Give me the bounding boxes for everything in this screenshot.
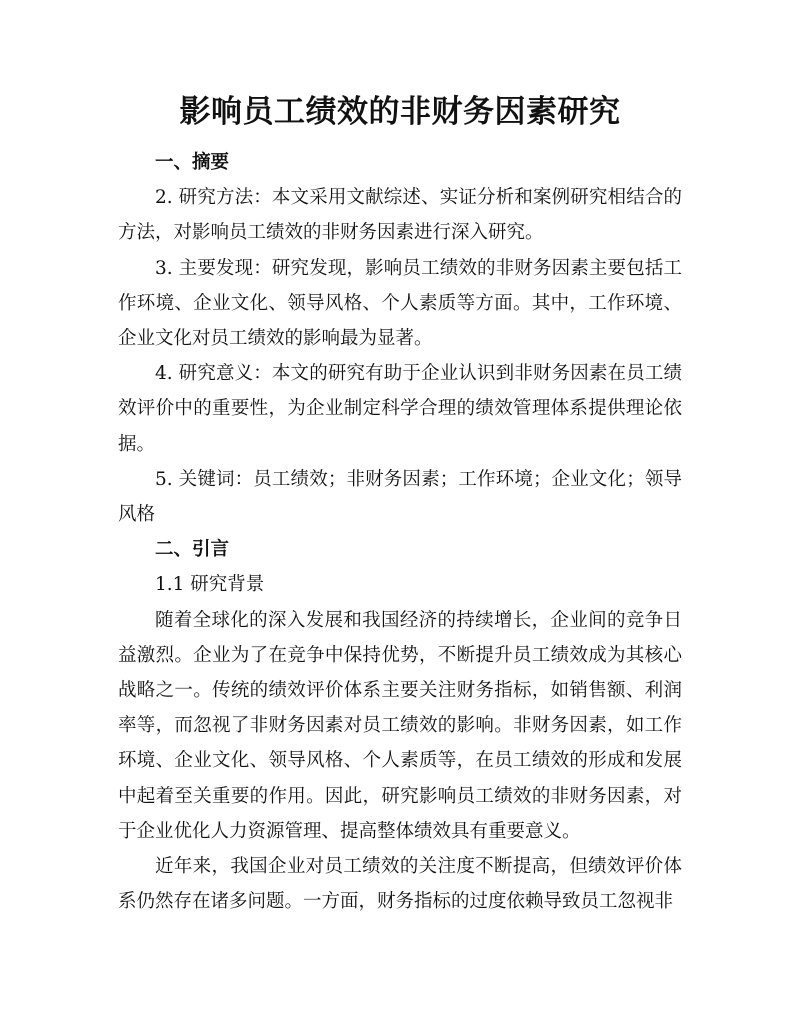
document-title: 影响员工绩效的非财务因素研究 [179,94,621,130]
paragraph-research-method: 2. 研究方法：本文采用文献综述、实证分析和案例研究相结合的方法，对影响员工绩效的非财务因素进行深入研究。 [118,187,682,244]
paragraph-recent-years: 近年来，我国企业对员工绩效的关注度不断提高，但绩效评价体系仍然存在诸多问题。一方面，财务指标的过度依赖导致员工忽视非 [118,856,682,913]
paragraph-keywords: 5. 关键词：员工绩效；非财务因素；工作环境；企业文化；领导风格 [118,468,682,526]
document-body [118,145,682,919]
section-heading-abstract: 一、摘要 [155,152,230,173]
paragraph-main-findings: 3. 主要发现：研究发现，影响员工绩效的非财务因素主要包括工作环境、企业文化、领导风格、个人素质等方面。其中，工作环境、企业文化对员工绩效的影响最为显著。 [118,257,682,350]
subsection-heading-background: 1.1 研究背景 [155,574,265,596]
paragraph-research-significance: 4. 研究意义：本文的研究有助于企业认识到非财务因素在员工绩效评价中的重要性，为企业制定科学合理的绩效管理体系提供理论依据。 [118,363,682,455]
section-heading-introduction: 二、引言 [155,539,230,561]
paragraph-background: 随着全球化的深入发展和我国经济的持续增长，企业间的竞争日益激烈。企业为了在竞争中保持优势，不断提升员工绩效成为其核心战略之一。传统的绩效评价体系主要关注财务指标，如销售额、利润率等，而忽视了非财务因素对员工绩效的影响。非财务因素，如工作环境、企业文化、领导风格、个人素质等，在员工绩效的形成和发展中起着至关重要的作用。因此，研究影响员工绩效的非财务因素，对于企业优化人力资源管理、提高整体绩效具有重要意义。 [118,609,682,842]
